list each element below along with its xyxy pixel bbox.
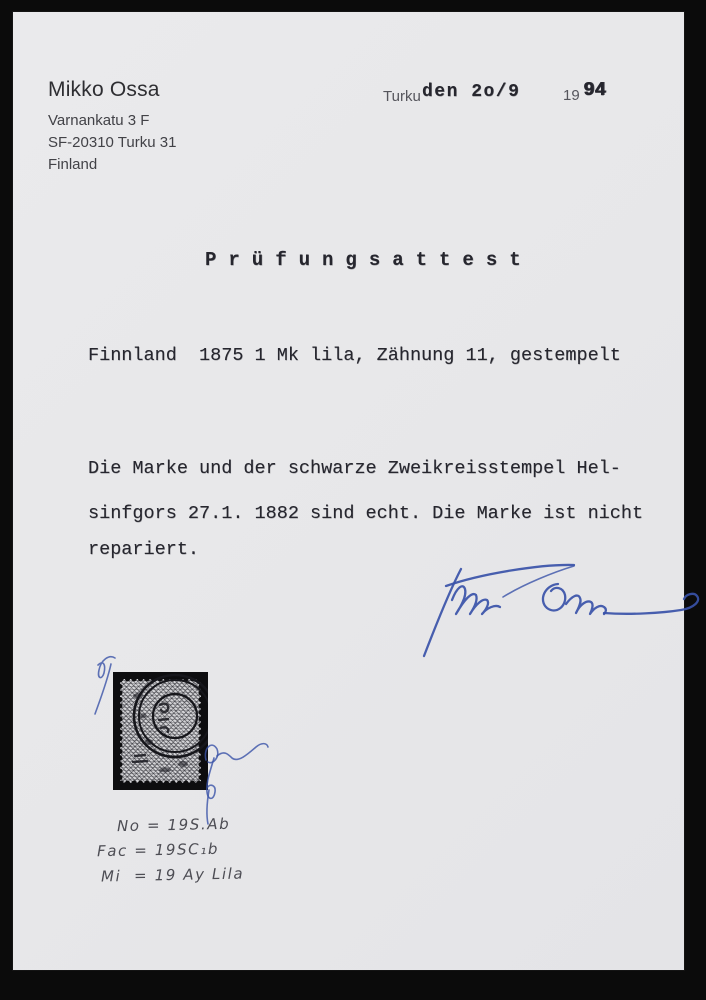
blue-pen-mark-upper xyxy=(85,650,135,740)
body-line-2: sinfgors 27.1. 1882 sind echt. Die Marke ist nicht xyxy=(88,503,644,524)
certificate-paper xyxy=(13,12,684,970)
certificate-title: Prüfungsattest xyxy=(205,249,533,271)
dateline-year-printed: 19 xyxy=(563,87,580,104)
dateline-place-printed: Turku xyxy=(383,88,421,105)
letterhead-city: SF-20310 Turku 31 xyxy=(48,134,177,151)
body-line-3: repariert. xyxy=(88,539,200,560)
letterhead-country: Finland xyxy=(48,156,98,173)
pencil-note-michel: Mi = 19 Ay Lila xyxy=(100,864,245,886)
letterhead-street: Varnankatu 3 F xyxy=(48,112,150,129)
pencil-note-facit: Fac = 19SC₁b xyxy=(96,839,220,861)
dateline-date-typed: den 2o/9 xyxy=(422,82,521,102)
body-line-1: Die Marke und der schwarze Zweikreisstempel Hel- xyxy=(88,458,621,479)
subject-line: Finnland 1875 1 Mk lila, Zähnung 11, gestempelt xyxy=(88,345,621,366)
letterhead-address xyxy=(48,110,176,176)
letterhead xyxy=(48,78,176,176)
dateline-year-typed: 94 xyxy=(583,79,606,101)
letterhead-name: Mikko Ossa xyxy=(48,78,160,101)
expert-signature xyxy=(408,556,706,676)
pencil-note-norma: No = 19S.Ab xyxy=(116,814,231,836)
